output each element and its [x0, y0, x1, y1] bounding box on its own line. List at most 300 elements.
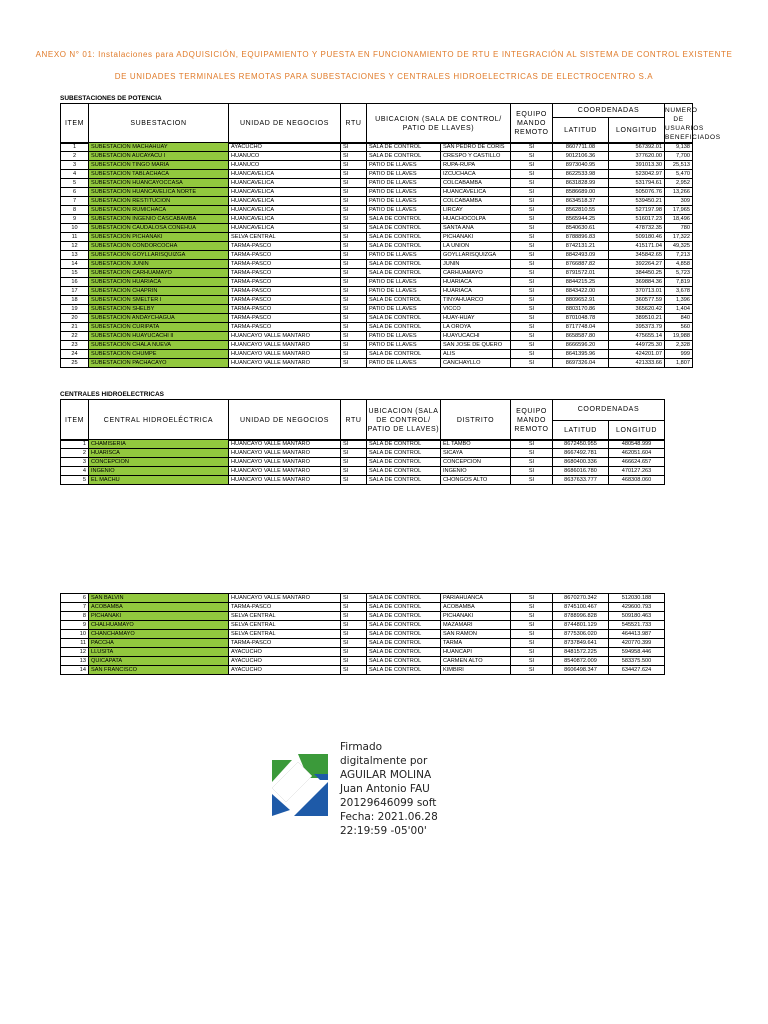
table-row: [61, 350, 693, 359]
table-cell: SELVA CENTRAL: [229, 621, 341, 630]
table-cell: SUBESTACION RESTITUCION: [89, 197, 229, 206]
table-cell: TARMA-PASCO: [229, 269, 341, 278]
table-cell: INGENIO: [89, 467, 229, 476]
table-cell: SI: [341, 305, 367, 314]
table-cell: SI: [341, 630, 367, 639]
table-row: [61, 305, 693, 314]
table-cell: SI: [341, 594, 367, 603]
table-cell: ACOBAMBA: [89, 603, 229, 612]
table-cell: SUBESTACION RUMICHACA: [89, 206, 229, 215]
table-cell: SUBESTACION JUNIN: [89, 260, 229, 269]
table-row: [61, 594, 665, 603]
table-cell: COLCABAMBA: [441, 179, 511, 188]
table-cell: COLCABAMBA: [441, 197, 511, 206]
table-cell: SUBESTACION HUARIACA: [89, 278, 229, 287]
table-cell: SI: [511, 206, 553, 215]
table-cell: CHANCHAMAYO: [89, 630, 229, 639]
table-cell: 8843422.00: [553, 287, 609, 296]
table-cell: CHALHUAMAYO: [89, 621, 229, 630]
table-cell: SALA DE CONTROL: [367, 143, 441, 152]
table-cell: 480548.999: [609, 440, 665, 449]
table-cell: SI: [341, 215, 367, 224]
table-cell: SI: [341, 332, 367, 341]
table-cell: AYACUCHO: [229, 666, 341, 675]
table-cell: PATIO DE LLAVES: [367, 251, 441, 260]
table-row: [61, 621, 665, 630]
table-cell: AYACUCHO: [229, 648, 341, 657]
header-business-unit: UNIDAD DE NEGOCIOS: [229, 104, 341, 144]
table-cell: SI: [511, 224, 553, 233]
table-cell: HUANCAYO VALLE MANTARO: [229, 440, 341, 449]
table-cell: SALA DE CONTROL: [367, 350, 441, 359]
table-cell: SI: [341, 621, 367, 630]
digital-signature-text: [340, 740, 438, 838]
table-cell: 8565944.25: [553, 215, 609, 224]
table-row: [61, 440, 665, 449]
table-cell: SI: [511, 179, 553, 188]
table-cell: 16: [61, 278, 89, 287]
table-cell: SI: [511, 152, 553, 161]
table-cell: 8631828.99: [553, 179, 609, 188]
table-cell: 8737849.641: [553, 639, 609, 648]
table-cell: SI: [511, 341, 553, 350]
table-cell: 468308.060: [609, 476, 665, 485]
table-cell: SI: [341, 341, 367, 350]
table-row: [61, 242, 693, 251]
table-cell: VICCO: [441, 305, 511, 314]
table-cell: 2,328: [665, 341, 693, 350]
hydro-header-business-unit: UNIDAD DE NEGOCIOS: [229, 400, 341, 441]
table-cell: 4,858: [665, 260, 693, 269]
table-cell: SI: [511, 648, 553, 657]
hydro-header-latitude: LATITUD: [553, 421, 609, 440]
table-cell: 523042.97: [609, 170, 665, 179]
table-cell: 8637633.777: [553, 476, 609, 485]
table-cell: 8745100.467: [553, 603, 609, 612]
table-cell: 531794.61: [609, 179, 665, 188]
table-row: [61, 323, 693, 332]
table-cell: HUANCAVELICA: [229, 215, 341, 224]
table-cell: TARMA-PASCO: [229, 278, 341, 287]
table-cell: 424201.07: [609, 350, 665, 359]
table-cell: SALA DE CONTROL: [367, 467, 441, 476]
table-row: [61, 476, 665, 485]
hydro-header-remote: EQUIPO MANDO REMOTO: [511, 400, 553, 441]
table-cell: INGENIO: [441, 467, 511, 476]
table-cell: 8788896.83: [553, 233, 609, 242]
table-cell: CHAMISERIA: [89, 440, 229, 449]
table-cell: 8775306.020: [553, 630, 609, 639]
table-cell: 594958.446: [609, 648, 665, 657]
table-cell: SI: [341, 260, 367, 269]
table-cell: GOYLLARISQUIZGA: [441, 251, 511, 260]
table-cell: SI: [511, 458, 553, 467]
hydro-header-item: ITEM: [61, 400, 89, 441]
table-cell: SUBESTACION CURIPATA: [89, 323, 229, 332]
table-cell: HUARIACA: [441, 278, 511, 287]
table-row: [61, 251, 693, 260]
table-cell: 391013.30: [609, 161, 665, 170]
table-cell: SI: [511, 287, 553, 296]
table-cell: 2: [61, 449, 89, 458]
table-cell: SI: [341, 314, 367, 323]
table-cell: TARMA-PASCO: [229, 639, 341, 648]
hydro-header-central: CENTRAL HIDROELÉCTRICA: [89, 400, 229, 441]
table-cell: 1: [61, 440, 89, 449]
table-cell: SUBESTACION PACHACAYO: [89, 359, 229, 368]
table-cell: SALA DE CONTROL: [367, 323, 441, 332]
table-cell: HUANCAYO VALLE MANTARO: [229, 350, 341, 359]
table-cell: SALA DE CONTROL: [367, 476, 441, 485]
table-cell: SALA DE CONTROL: [367, 242, 441, 251]
table-cell: 634427.624: [609, 666, 665, 675]
table-cell: SUBESTACION HUANCAYOCCASA: [89, 179, 229, 188]
table-cell: PATIO DE LLAVES: [367, 161, 441, 170]
table-cell: SUBESTACION SHELBY: [89, 305, 229, 314]
table-row: [61, 188, 693, 197]
table-cell: SI: [511, 188, 553, 197]
table-cell: SELVA CENTRAL: [229, 612, 341, 621]
table-cell: 3: [61, 458, 89, 467]
table-cell: SALA DE CONTROL: [367, 296, 441, 305]
table-row: [61, 206, 693, 215]
table-cell: 512030.188: [609, 594, 665, 603]
table-cell: SI: [341, 603, 367, 612]
table-cell: PATIO DE LLAVES: [367, 170, 441, 179]
table-cell: 466624.657: [609, 458, 665, 467]
table-cell: SI: [511, 449, 553, 458]
table-cell: TARMA-PASCO: [229, 314, 341, 323]
table-cell: SI: [511, 242, 553, 251]
table-cell: 13: [61, 657, 89, 666]
table-cell: 8: [61, 612, 89, 621]
table-cell: SI: [511, 278, 553, 287]
table-cell: SAN RAMON: [441, 630, 511, 639]
table-cell: 8742131.21: [553, 242, 609, 251]
table-cell: 8803170.86: [553, 305, 609, 314]
table-cell: 17,322: [665, 233, 693, 242]
table-row: [61, 657, 665, 666]
table-cell: TARMA-PASCO: [229, 603, 341, 612]
table-cell: 420770.399: [609, 639, 665, 648]
table-cell: 5: [61, 476, 89, 485]
table-cell: SI: [511, 639, 553, 648]
table-cell: CONCEPCION: [441, 458, 511, 467]
table-cell: TARMA-PASCO: [229, 323, 341, 332]
substations-header: [60, 103, 721, 144]
table-cell: HUANCAVELICA: [229, 224, 341, 233]
hydro-header: [60, 399, 693, 441]
table-cell: PATIO DE LLAVES: [367, 332, 441, 341]
table-cell: 9: [61, 621, 89, 630]
table-cell: SALA DE CONTROL: [367, 594, 441, 603]
table-cell: 478732.35: [609, 224, 665, 233]
table-cell: SI: [511, 666, 553, 675]
table-cell: 25,513: [665, 161, 693, 170]
table-cell: 4: [61, 467, 89, 476]
table-cell: 509180.463: [609, 612, 665, 621]
table-cell: 464413.987: [609, 630, 665, 639]
table-cell: LLUSITA: [89, 648, 229, 657]
table-cell: 8697326.04: [553, 359, 609, 368]
signature-line: digitalmente por: [340, 755, 428, 767]
table-cell: HUANCAVELICA: [229, 170, 341, 179]
table-cell: SALA DE CONTROL: [367, 440, 441, 449]
signature-line: Firmado: [340, 741, 383, 753]
table-cell: TARMA-PASCO: [229, 242, 341, 251]
table-row: [61, 224, 693, 233]
table-cell: 8766887.82: [553, 260, 609, 269]
table-cell: 527197.98: [609, 206, 665, 215]
table-cell: SI: [341, 206, 367, 215]
table-cell: TARMA-PASCO: [229, 296, 341, 305]
table-cell: 840: [665, 314, 693, 323]
table-cell: SI: [511, 630, 553, 639]
table-cell: PATIO DE LLAVES: [367, 359, 441, 368]
table-cell: SALA DE CONTROL: [367, 648, 441, 657]
table-cell: 1,807: [665, 359, 693, 368]
table-cell: SI: [341, 269, 367, 278]
table-cell: ALIS: [441, 350, 511, 359]
table-cell: 9012106.36: [553, 152, 609, 161]
table-cell: PATIO DE LLAVES: [367, 179, 441, 188]
table-cell: 8607711.08: [553, 143, 609, 152]
table-cell: SUBESTACION CHAPRIN: [89, 287, 229, 296]
table-cell: 12: [61, 648, 89, 657]
table-cell: 8634518.37: [553, 197, 609, 206]
table-cell: SI: [341, 467, 367, 476]
table-cell: LA UNION: [441, 242, 511, 251]
table-row: [61, 332, 693, 341]
table-cell: PATIO DE LLAVES: [367, 287, 441, 296]
table-cell: 8973040.95: [553, 161, 609, 170]
table-cell: SALA DE CONTROL: [367, 152, 441, 161]
table-cell: 392264.27: [609, 260, 665, 269]
table-cell: SI: [511, 269, 553, 278]
table-cell: 389510.21: [609, 314, 665, 323]
table-row: [61, 666, 665, 675]
table-cell: SI: [511, 467, 553, 476]
table-cell: SI: [341, 188, 367, 197]
header-users: NUMERO DE USUARIOS BENEFICIADOS: [665, 104, 693, 144]
table-cell: SI: [341, 648, 367, 657]
table-cell: SI: [341, 440, 367, 449]
table-cell: SALA DE CONTROL: [367, 449, 441, 458]
table-cell: 19: [61, 305, 89, 314]
table-cell: SI: [341, 350, 367, 359]
table-cell: SI: [341, 449, 367, 458]
table-cell: 8641395.96: [553, 350, 609, 359]
table-cell: HUANCAVELICA: [229, 197, 341, 206]
table-cell: 4: [61, 170, 89, 179]
table-cell: HUANCAYO VALLE MANTARO: [229, 359, 341, 368]
table-cell: PATIO DE LLAVES: [367, 305, 441, 314]
hydro-header-district: DISTRITO: [441, 400, 511, 441]
table-cell: SALA DE CONTROL: [367, 233, 441, 242]
table-cell: 17: [61, 287, 89, 296]
substations-table: [60, 142, 693, 368]
table-cell: 8586689.00: [553, 188, 609, 197]
table-cell: SI: [341, 179, 367, 188]
table-cell: LA OROYA: [441, 323, 511, 332]
table-cell: 462051.604: [609, 449, 665, 458]
table-cell: SELVA CENTRAL: [229, 630, 341, 639]
table-cell: 415171.04: [609, 242, 665, 251]
table-cell: SELVA CENTRAL: [229, 233, 341, 242]
table-cell: 8667492.781: [553, 449, 609, 458]
table-cell: RUPA-RUPA: [441, 161, 511, 170]
table-cell: SUBESTACION MACHAHUAY: [89, 143, 229, 152]
table-cell: 6: [61, 594, 89, 603]
table-cell: 6: [61, 188, 89, 197]
table-cell: HUANCAVELICA: [229, 188, 341, 197]
table-cell: 8666596.20: [553, 341, 609, 350]
table-cell: SUBESTACION CHALA NUEVA: [89, 341, 229, 350]
table-row: [61, 233, 693, 242]
table-cell: 15: [61, 269, 89, 278]
table-cell: SI: [341, 170, 367, 179]
table-cell: SI: [341, 278, 367, 287]
table-cell: HUACHOCOLPA: [441, 215, 511, 224]
table-row: [61, 170, 693, 179]
table-cell: SI: [511, 143, 553, 152]
table-cell: SALA DE CONTROL: [367, 657, 441, 666]
table-cell: SUBESTACION TINGO MARIA: [89, 161, 229, 170]
table-row: [61, 314, 693, 323]
table-cell: 12: [61, 242, 89, 251]
table-cell: SI: [511, 233, 553, 242]
table-cell: LIRCAY: [441, 206, 511, 215]
table-row: [61, 152, 693, 161]
table-cell: 8540872.009: [553, 657, 609, 666]
table-cell: 8791572.01: [553, 269, 609, 278]
table-cell: CARMEN ALTO: [441, 657, 511, 666]
table-cell: 8744801.129: [553, 621, 609, 630]
table-cell: HUANCAVELICA: [441, 188, 511, 197]
table-cell: 429600.793: [609, 603, 665, 612]
table-cell: 7: [61, 603, 89, 612]
table-cell: PATIO DE LLAVES: [367, 341, 441, 350]
table-cell: TARMA-PASCO: [229, 287, 341, 296]
table-cell: PATIO DE LLAVES: [367, 197, 441, 206]
table-cell: 309: [665, 197, 693, 206]
table-cell: 8842493.09: [553, 251, 609, 260]
table-cell: EL MACHU: [89, 476, 229, 485]
table-cell: SUBESTACION CONDORCOCHA: [89, 242, 229, 251]
table-cell: SI: [341, 639, 367, 648]
table-row: [61, 179, 693, 188]
table-cell: SI: [511, 305, 553, 314]
table-cell: PATIO DE LLAVES: [367, 206, 441, 215]
table-cell: 1,404: [665, 305, 693, 314]
table-cell: 395373.79: [609, 323, 665, 332]
table-cell: 18,496: [665, 215, 693, 224]
table-cell: SI: [511, 215, 553, 224]
table-cell: SI: [511, 323, 553, 332]
table-cell: SALA DE CONTROL: [367, 612, 441, 621]
table-cell: 8622533.98: [553, 170, 609, 179]
hydro-table: [60, 439, 665, 485]
table-cell: SALA DE CONTROL: [367, 621, 441, 630]
hydro-header-coordinates: COORDENADAS: [553, 400, 664, 421]
table-cell: HUANCAPI: [441, 648, 511, 657]
table-cell: SI: [341, 242, 367, 251]
table-cell: SUBESTACION INGENIO CASCABAMBA: [89, 215, 229, 224]
table-cell: SI: [341, 359, 367, 368]
table-cell: 8658587.80: [553, 332, 609, 341]
table-cell: CANCHAYLLO: [441, 359, 511, 368]
table-cell: 7: [61, 197, 89, 206]
signature-line: AGUILAR MOLINA: [340, 769, 432, 781]
table-cell: 345842.65: [609, 251, 665, 260]
table-cell: HUAY-HUAY: [441, 314, 511, 323]
table-row: [61, 467, 665, 476]
table-cell: 49,325: [665, 242, 693, 251]
table-cell: SI: [511, 476, 553, 485]
table-cell: 7,213: [665, 251, 693, 260]
table-cell: TARMA: [441, 639, 511, 648]
table-row: [61, 603, 665, 612]
document-title-line1: ANEXO N° 01: Instalaciones para ADQUISICIÓN, EQUIPAMIENTO Y PUESTA EN FUNCIONAMIENTO DE RTU E INTEGRACIÓN AL SISTEMA DE CONTROL EXISTENTE: [35, 50, 733, 59]
table-cell: 8844215.25: [553, 278, 609, 287]
table-row: [61, 143, 693, 152]
table-cell: SI: [341, 458, 367, 467]
table-cell: 999: [665, 350, 693, 359]
table-cell: 2: [61, 152, 89, 161]
table-cell: SUBESTACION CAUDALOSA CONEHUA: [89, 224, 229, 233]
signature-line: 22:19:59 -05'00': [340, 825, 427, 837]
table-cell: SI: [511, 350, 553, 359]
header-item: ITEM: [61, 104, 89, 144]
table-cell: SUBESTACION HUAYUCACHI II: [89, 332, 229, 341]
table-cell: 8809652.91: [553, 296, 609, 305]
table-cell: SALA DE CONTROL: [367, 269, 441, 278]
table-cell: 8: [61, 206, 89, 215]
table-cell: HUANCAYO VALLE MANTARO: [229, 476, 341, 485]
table-cell: SI: [511, 161, 553, 170]
table-cell: PARIAHUANCA: [441, 594, 511, 603]
table-cell: 8686016.780: [553, 467, 609, 476]
table-cell: 8701048.78: [553, 314, 609, 323]
table-cell: TINYAHUARCO: [441, 296, 511, 305]
table-cell: KIMBIRI: [441, 666, 511, 675]
table-cell: HUANCAYO VALLE MANTARO: [229, 594, 341, 603]
table-cell: PATIO DE LLAVES: [367, 188, 441, 197]
table-cell: 8670270.342: [553, 594, 609, 603]
table-row: [61, 278, 693, 287]
table-cell: SI: [341, 657, 367, 666]
table-cell: SI: [511, 332, 553, 341]
table-cell: HUANCAYO VALLE MANTARO: [229, 341, 341, 350]
table-row: [61, 449, 665, 458]
table-cell: 20: [61, 314, 89, 323]
table-cell: SALA DE CONTROL: [367, 639, 441, 648]
table-cell: 8540630.61: [553, 224, 609, 233]
table-cell: SI: [341, 143, 367, 152]
table-cell: SUBESTACION HUANCAVELICA NORTE: [89, 188, 229, 197]
table-cell: CARHUAMAYO: [441, 269, 511, 278]
table-cell: SALA DE CONTROL: [367, 215, 441, 224]
table-cell: 14: [61, 666, 89, 675]
table-cell: SI: [341, 233, 367, 242]
table-cell: 10: [61, 224, 89, 233]
table-cell: 583375.500: [609, 657, 665, 666]
table-row: [61, 260, 693, 269]
table-cell: 8680400.336: [553, 458, 609, 467]
table-cell: 8672450.955: [553, 440, 609, 449]
table-cell: SI: [341, 197, 367, 206]
table-cell: SAN FRANCISCO: [89, 666, 229, 675]
